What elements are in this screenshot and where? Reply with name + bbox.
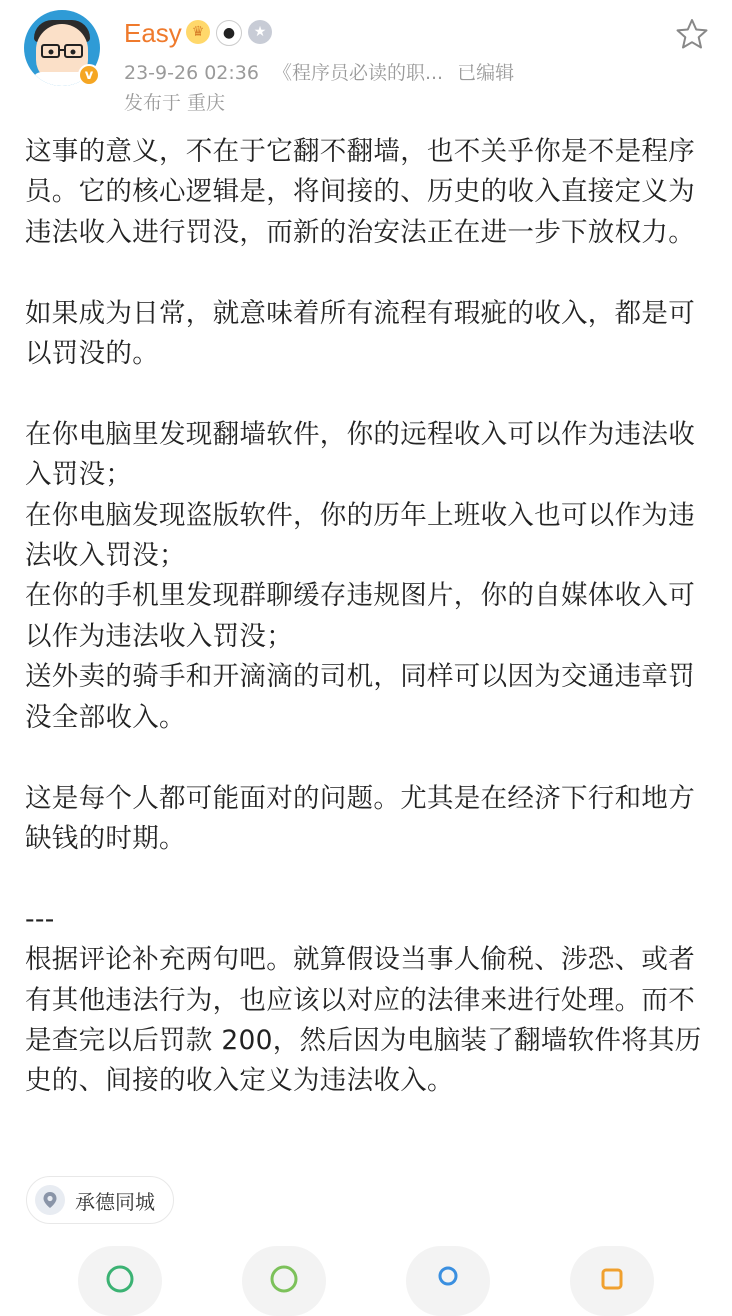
user-badges [186, 20, 272, 46]
post-header [0, 0, 732, 120]
share-button[interactable] [78, 1246, 162, 1316]
comment-button[interactable] [242, 1246, 326, 1316]
like-button[interactable] [406, 1246, 490, 1316]
more-button[interactable] [570, 1246, 654, 1316]
edited-label[interactable]: 已编辑 [457, 62, 515, 84]
location-pin-icon [35, 1185, 65, 1215]
medal-icon[interactable]: ★ [248, 20, 272, 44]
panda-icon[interactable]: ● [216, 20, 242, 46]
share-icon [105, 1264, 135, 1294]
location-tag-label: 承德同城 [75, 1189, 155, 1214]
post-meta [124, 58, 528, 85]
glasses-graphic [41, 44, 83, 58]
post-timestamp: 23-9-26 02:36 [124, 62, 259, 84]
star-icon[interactable] [676, 18, 708, 50]
like-icon [433, 1264, 463, 1294]
post-location: 发布于 重庆 [124, 92, 226, 114]
comment-icon [269, 1264, 299, 1294]
post-body: 这事的意义，不在于它翻不翻墙，也不关乎你是不是程序员。它的核心逻辑是，将间接的、历史的收入直接定义为违法收入进行罚没，而新的治安法正在进一步下放权力。 如果成为日常，就意味着所有流程有瑕疵的收入，都是可以罚没的。 在你电脑里发现翻墙软件，你的远程收入可以作为违法收入罚没； 在你电脑发现盗版软件，你的历年上班收入也可以作为违法收入罚没； 在你的手机里发现群聊缓存违规图片，你的自媒体收入可以作为违法收入罚没； 送外卖的骑手和开滴滴的司机，同样可以因为交通违章罚没全部收入。 这是每个人都可能面对的问题。尤其是在经济下行和地方缺钱的时期。 --- 根据评论补充两句吧。就算假设当事人偷税、涉恐、或者有其他违法行为，也应该以对应的法律来进行处理。而不是查完以后罚款 200，然后因为电脑装了翻墙软件将其历史的、间接的收入定义为违法收入。 [25, 136, 702, 1097]
post-source[interactable]: 《程序员必读的职... [272, 62, 444, 84]
action-bar [0, 1246, 732, 1280]
verified-badge-icon: v [78, 64, 100, 86]
crown-icon[interactable]: ♛ [186, 20, 210, 44]
more-icon [597, 1264, 627, 1294]
location-tag[interactable] [26, 1176, 174, 1224]
author-name[interactable]: Easy [124, 18, 182, 48]
